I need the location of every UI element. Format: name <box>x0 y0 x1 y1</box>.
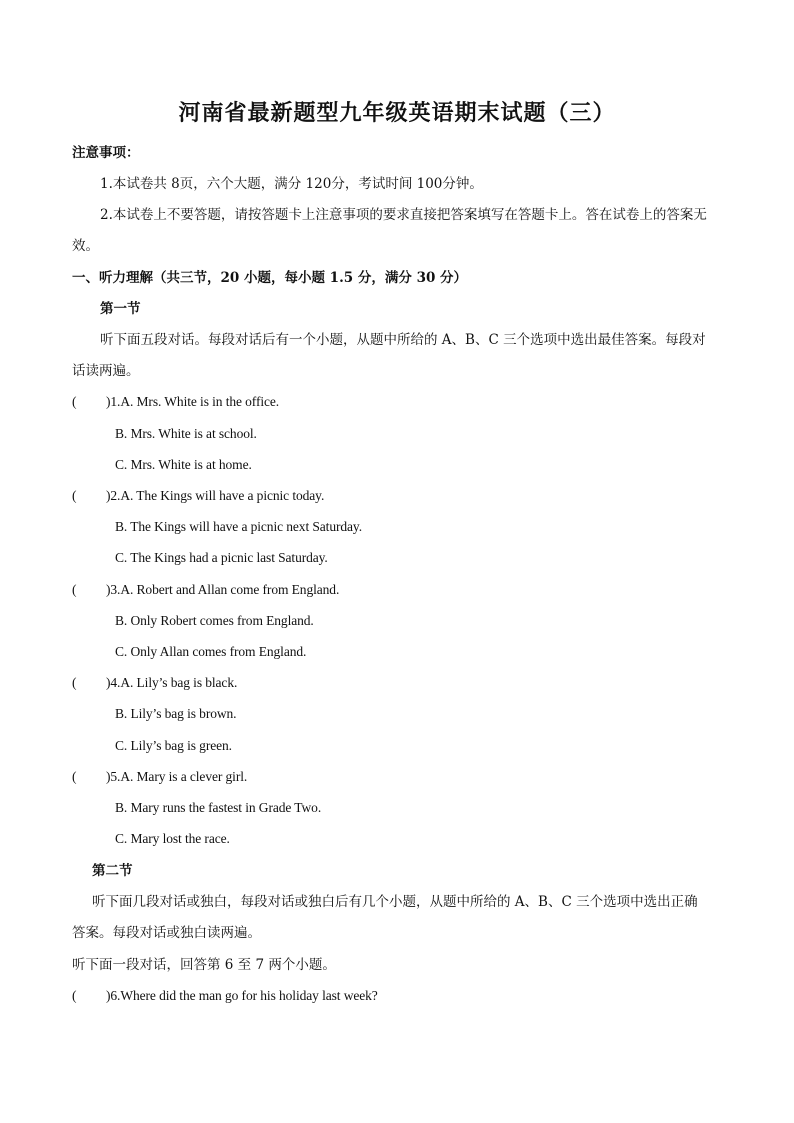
notice-item-1: 1.本试卷共 8页，六个大题，满分 120分，考试时间 100分钟。 <box>100 176 483 192</box>
question-3-option-b: B. Only Robert comes from England. <box>115 613 314 628</box>
answer-bracket: ( <box>72 675 77 690</box>
answer-bracket: ( <box>72 582 77 597</box>
question-1-option-a: )1.A. Mrs. White is in the office. <box>106 394 280 409</box>
question-1-option-b: B. Mrs. White is at school. <box>115 426 257 441</box>
notice-item-2-line1: 2.本试卷上不要答题，请按答题卡上注意事项的要求直接把答案填写在答题卡上。答在试卷上的答案无 <box>100 207 707 223</box>
answer-bracket: ( <box>72 769 77 784</box>
part-2-label: 第二节 <box>92 863 133 879</box>
question-3-option-a: )3.A. Robert and Allan come from England. <box>106 582 340 597</box>
question-1 <box>72 392 279 412</box>
question-5-option-b: B. Mary runs the fastest in Grade Two. <box>115 800 322 815</box>
question-4-option-b: B. Lily’s bag is brown. <box>115 706 237 721</box>
section-1-heading: 一、听力理解（共三节，20 小题，每小题 1.5 分，满分 30 分） <box>72 270 468 286</box>
question-4-option-c: C. Lily’s bag is green. <box>115 738 232 753</box>
part-1-instruction-line2: 话读两遍。 <box>72 363 140 379</box>
question-5-option-a: )5.A. Mary is a clever girl. <box>106 769 248 784</box>
part-2-instruction-line2: 答案。每段对话或独白读两遍。 <box>72 925 261 941</box>
answer-bracket: ( <box>72 488 77 503</box>
notice-item-2-line2: 效。 <box>72 238 99 254</box>
question-2-option-c: C. The Kings had a picnic last Saturday. <box>115 550 328 565</box>
question-3-option-c: C. Only Allan comes from England. <box>115 644 307 659</box>
part-2-sub-instruction: 听下面一段对话，回答第 6 至 7 两个小题。 <box>72 957 336 973</box>
answer-bracket: ( <box>72 988 77 1003</box>
answer-bracket: ( <box>72 394 77 409</box>
question-2-option-b: B. The Kings will have a picnic next Saturday. <box>115 519 362 534</box>
question-2-option-a: )2.A. The Kings will have a picnic today. <box>106 488 325 503</box>
question-4-option-a: )4.A. Lily’s bag is black. <box>106 675 238 690</box>
part-1-label: 第一节 <box>100 301 141 317</box>
question-4 <box>72 673 237 693</box>
question-1-option-c: C. Mrs. White is at home. <box>115 457 252 472</box>
question-5 <box>72 767 247 787</box>
question-6 <box>72 986 378 1006</box>
part-1-instruction-line1: 听下面五段对话。每段对话后有一个小题，从题中所给的 A、B、C 三个选项中选出最佳答案。每段对 <box>100 332 706 348</box>
question-5-option-c: C. Mary lost the race. <box>115 831 230 846</box>
question-3 <box>72 580 339 600</box>
page-title: 河南省最新题型九年级英语期末试题（三） <box>178 100 616 126</box>
part-2-instruction-line1: 听下面几段对话或独白，每段对话或独白后有几个小题，从题中所给的 A、B、C 三个选项中选出正确 <box>92 894 698 910</box>
notice-heading: 注意事项： <box>72 145 140 161</box>
question-6-stem: )6.Where did the man go for his holiday last week? <box>106 988 378 1003</box>
question-2 <box>72 486 324 506</box>
